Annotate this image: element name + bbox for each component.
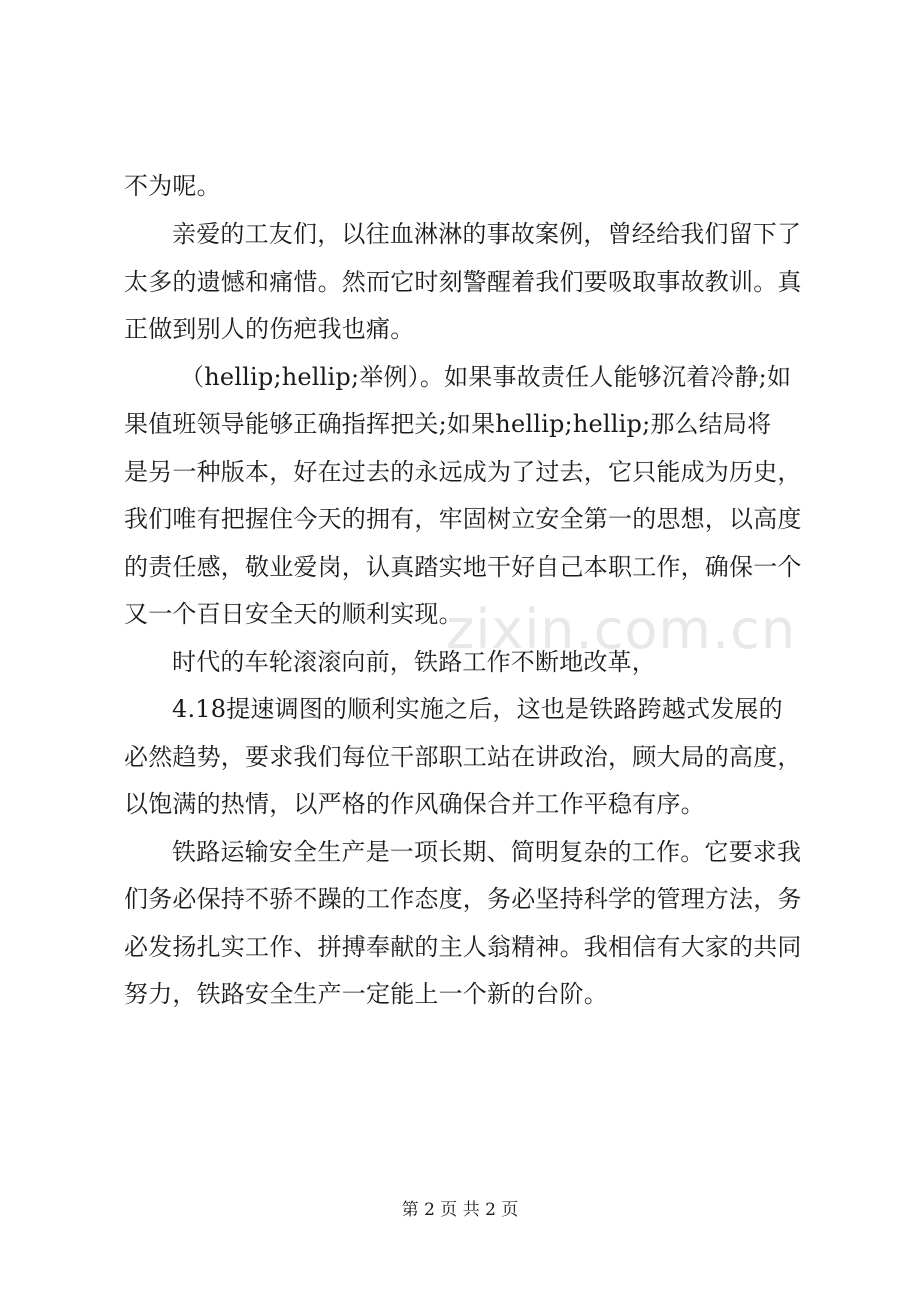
text-line: 太多的遗憾和痛惜。然而它时刻警醒着我们要吸取事故教训。真 bbox=[124, 268, 802, 296]
text-line: 以饱满的热情，以严格的作风确保合并工作平稳有序。 bbox=[124, 790, 705, 818]
text-line: 亲爱的工友们，以往血淋淋的事故案例，曾经给我们留下了 bbox=[172, 220, 802, 248]
text-line: 时代的车轮滚滚向前，铁路工作不断地改革， bbox=[172, 648, 656, 676]
text-line: 又一个百日安全天的顺利实现。 bbox=[124, 600, 463, 628]
text-line: 努力，铁路安全生产一定能上一个新的台阶。 bbox=[124, 980, 608, 1008]
text-line: 们务必保持不骄不躁的工作态度，务必坚持科学的管理方法，务 bbox=[124, 885, 802, 913]
text-line: 我们唯有把握住今天的拥有，牢固树立安全第一的思想，以高度 bbox=[124, 505, 802, 533]
text-line: 的责任感，敬业爱岗，认真踏实地干好自己本职工作，确保一个 bbox=[124, 553, 802, 581]
text-line: （hellip;hellip;举例）。如果事故责任人能够沉着冷静;如 bbox=[180, 363, 792, 391]
watermark: zixin.com.cn bbox=[446, 598, 797, 661]
text-line: 必然趋势，要求我们每位干部职工站在讲政治，顾大局的高度， bbox=[124, 743, 802, 771]
text-line: 正做到别人的伤疤我也痛。 bbox=[124, 315, 415, 343]
text-line: 4.18提速调图的顺利实施之后，这也是铁路跨越式发展的 bbox=[172, 695, 783, 723]
text-line: 果值班领导能够正确指挥把关;如果hellip;hellip;那么结局将 bbox=[124, 410, 772, 438]
text-line: 铁路运输安全生产是一项长期、简明复杂的工作。它要求我 bbox=[172, 838, 802, 866]
page-number-footer: 第 2 页 共 2 页 bbox=[401, 1200, 519, 1220]
text-line: 必发扬扎实工作、拼搏奉献的主人翁精神。我相信有大家的共同 bbox=[124, 933, 802, 961]
text-line: 不为呢。 bbox=[124, 172, 221, 200]
text-line: 是另一种版本，好在过去的永远成为了过去，它只能成为历史， bbox=[124, 458, 802, 486]
